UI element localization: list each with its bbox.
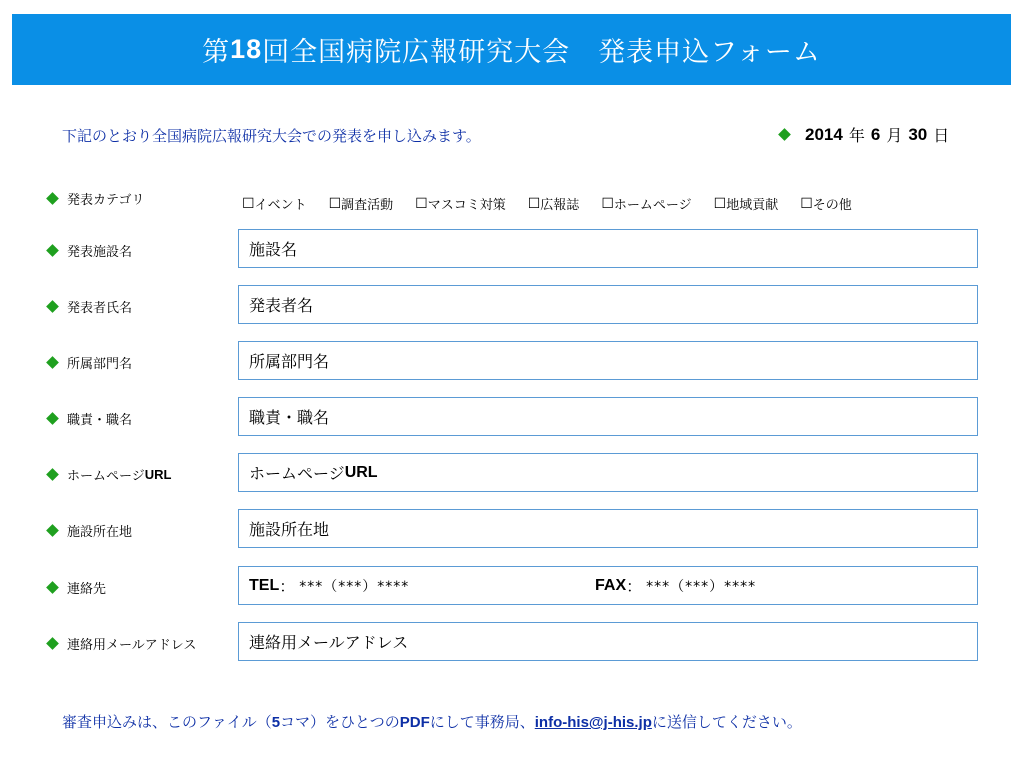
facility-label: 発表施設名 <box>48 241 132 260</box>
title-number: 18 <box>230 34 263 64</box>
title-suffix: 回全国病院広報研究大会 発表申込フォーム <box>262 37 821 68</box>
category-option-media[interactable]: ☐ マスコミ対策 <box>415 195 506 213</box>
diamond-bullet-icon <box>46 192 59 205</box>
date-year-unit: 年 <box>848 126 865 145</box>
diamond-bullet-icon <box>46 581 59 594</box>
presenter-label: 発表者氏名 <box>48 297 132 316</box>
diamond-bullet-icon <box>46 244 59 257</box>
fax-value: ***（***）**** <box>646 578 757 595</box>
department-label: 所属部門名 <box>48 353 132 372</box>
contact-values <box>249 574 977 597</box>
tel-value: ***（***）**** <box>299 578 410 595</box>
category-option-newsletter[interactable]: ☐ 広報誌 <box>527 195 580 213</box>
contact-field[interactable] <box>238 566 978 605</box>
address-label: 施設所在地 <box>48 521 132 540</box>
diamond-bullet-icon <box>778 128 791 141</box>
email-label: 連絡用メールアドレス <box>48 634 196 653</box>
title-prefix: 第 <box>202 37 231 68</box>
homepage-url-field[interactable]: ホームページ URL <box>238 453 978 492</box>
tel-entry: TEL ： ***（***）**** <box>249 576 410 596</box>
diamond-bullet-icon <box>46 637 59 650</box>
diamond-bullet-icon <box>46 468 59 481</box>
fax-entry: FAX ： ***（***）**** <box>595 576 757 596</box>
date-month-unit: 月 <box>886 126 903 145</box>
category-option-homepage[interactable]: ☐ ホームページ <box>601 195 692 213</box>
checkbox-icon[interactable]: ☐ <box>713 195 727 212</box>
date-month: 6 <box>870 124 881 144</box>
intro-text: 下記のとおり全国病院広報研究大会での発表を申し込みます。 <box>62 127 481 145</box>
date-day: 30 <box>908 124 928 144</box>
email-field[interactable]: 連絡用メールアドレス <box>238 622 978 661</box>
position-label: 職責・職名 <box>48 409 132 428</box>
category-option-other[interactable]: ☐ その他 <box>800 195 852 213</box>
date-day-unit: 日 <box>933 126 950 145</box>
position-field[interactable]: 職責・職名 <box>238 397 978 436</box>
category-option-community[interactable]: ☐ 地域貢献 <box>713 195 779 213</box>
address-field[interactable]: 施設所在地 <box>238 509 978 548</box>
page-title <box>12 14 1011 85</box>
category-option-event[interactable]: ☐ イベント <box>242 195 307 213</box>
category-label: 発表カテゴリ <box>48 189 144 208</box>
diamond-bullet-icon <box>46 300 59 313</box>
checkbox-icon[interactable]: ☐ <box>800 195 813 212</box>
presenter-field[interactable]: 発表者名 <box>238 285 978 324</box>
diamond-bullet-icon <box>46 412 59 425</box>
diamond-bullet-icon <box>46 524 59 537</box>
checkbox-icon[interactable]: ☐ <box>415 195 428 212</box>
date-year: 2014 <box>805 124 843 144</box>
checkbox-icon[interactable]: ☐ <box>328 195 342 212</box>
contact-label: 連絡先 <box>48 578 106 597</box>
footer-instructions: 審査申込みは、このファイル（5コマ）をひとつのPDFにして事務局、info-his@j-his.jpに送信してください。 <box>62 713 802 731</box>
office-email-link[interactable]: info-his@j-his.jp <box>534 714 652 731</box>
checkbox-icon[interactable]: ☐ <box>242 195 255 212</box>
tel-key: TEL <box>249 576 280 594</box>
fax-key: FAX <box>595 576 627 594</box>
diamond-bullet-icon <box>46 356 59 369</box>
homepage-label: ホームページ URL <box>48 465 171 484</box>
checkbox-icon[interactable]: ☐ <box>601 195 614 212</box>
category-options <box>242 194 874 213</box>
department-field[interactable]: 所属部門名 <box>238 341 978 380</box>
submission-date <box>780 123 949 146</box>
category-option-research[interactable]: ☐ 調査活動 <box>328 195 394 213</box>
checkbox-icon[interactable]: ☐ <box>527 195 541 212</box>
facility-field[interactable]: 施設名 <box>238 229 978 268</box>
